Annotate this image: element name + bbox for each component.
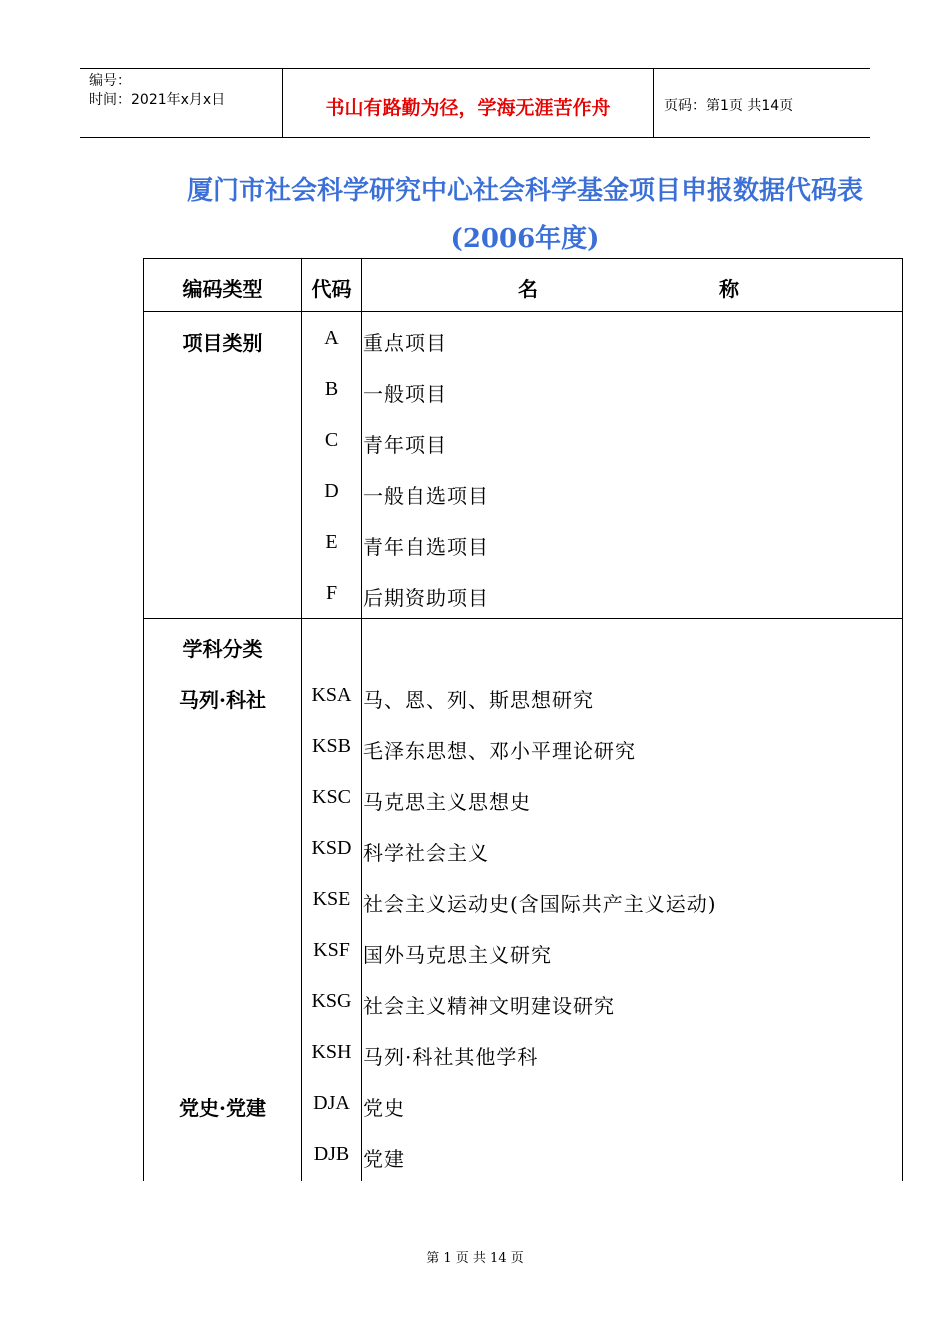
discipline-row-code-cell: KSG <box>311 990 352 1012</box>
discipline-row-name-cell: 马克思主义思想史 <box>363 790 531 814</box>
discipline-row-name-cell: 党建 <box>363 1147 405 1171</box>
discipline-row-code-cell: KSF <box>313 939 350 961</box>
discipline-row-name-cell: 社会主义精神文明建设研究 <box>363 994 615 1018</box>
discipline-row-name-cell: 马列·科社其他学科 <box>363 1045 539 1069</box>
category-project: 项目类别 <box>182 331 263 355</box>
discipline-row-name-cell: 毛泽东思想、邓小平理论研究 <box>363 739 636 763</box>
discipline-row-code-cell: KSB <box>312 735 351 757</box>
discipline-row-code-cell: KSA <box>311 684 352 706</box>
discipline-row-name-cell: 马、恩、列、斯思想研究 <box>363 688 594 712</box>
header-motto-cell <box>283 69 654 137</box>
project-row-code-cell: E <box>325 531 338 553</box>
header-name-left: 名 <box>518 277 538 301</box>
document-subtitle-year: (2006年度) <box>450 224 600 254</box>
header-page-cell <box>654 69 870 137</box>
document-number-label: 编号： <box>89 73 131 89</box>
discipline-row-code-cell: DJB <box>313 1143 350 1165</box>
header-code: 代码 <box>311 277 352 301</box>
header-meta-cell <box>80 69 283 137</box>
discipline-row-name-cell: 科学社会主义 <box>363 841 489 865</box>
code-table <box>143 258 903 1181</box>
project-row-code-cell: A <box>324 327 339 349</box>
discipline-row-name-cell: 社会主义运动史(含国际共产主义运动) <box>363 892 717 916</box>
discipline-row-code-cell: KSD <box>311 837 352 859</box>
project-row-code-cell: C <box>324 429 339 451</box>
table-divider <box>361 259 362 1181</box>
header-name-right: 称 <box>719 277 739 301</box>
category-discipline: 学科分类 <box>182 637 263 661</box>
subgroup-party: 党史·党建 <box>179 1096 266 1120</box>
discipline-row-code-cell: KSE <box>312 888 351 910</box>
project-row-name-cell: 重点项目 <box>363 331 447 355</box>
project-row-name-cell: 后期资助项目 <box>363 586 489 610</box>
project-row-name-cell: 一般项目 <box>363 382 447 406</box>
header-page-info: 页码：第1页 共14页 <box>664 98 794 114</box>
project-row-name-cell: 青年自选项目 <box>363 535 489 559</box>
document-title: 厦门市社会科学研究中心社会科学基金项目申报数据代码表 <box>186 176 863 206</box>
page-footer: 第 1 页 共 14 页 <box>426 1251 524 1266</box>
table-divider <box>144 618 902 619</box>
project-row-name-cell: 一般自选项目 <box>363 484 489 508</box>
discipline-row-code-cell: DJA <box>313 1092 350 1114</box>
discipline-row-code-cell: KSH <box>311 1041 352 1063</box>
project-row-code-cell: F <box>325 582 338 604</box>
document-time-label: 时间：2021年x月x日 <box>89 92 226 108</box>
project-row-code-cell: B <box>324 378 339 400</box>
header-motto: 书山有路勤为径，学海无涯苦作舟 <box>325 97 611 119</box>
project-row-code-cell: D <box>324 480 339 502</box>
subgroup-marxism: 马列·科社 <box>179 688 266 712</box>
header-type: 编码类型 <box>182 277 263 301</box>
discipline-row-code-cell: KSC <box>312 786 351 808</box>
document-header <box>80 68 870 138</box>
discipline-row-name-cell: 国外马克思主义研究 <box>363 943 552 967</box>
discipline-row-name-cell: 党史 <box>363 1096 405 1120</box>
project-row-name-cell: 青年项目 <box>363 433 447 457</box>
table-divider <box>144 311 902 312</box>
